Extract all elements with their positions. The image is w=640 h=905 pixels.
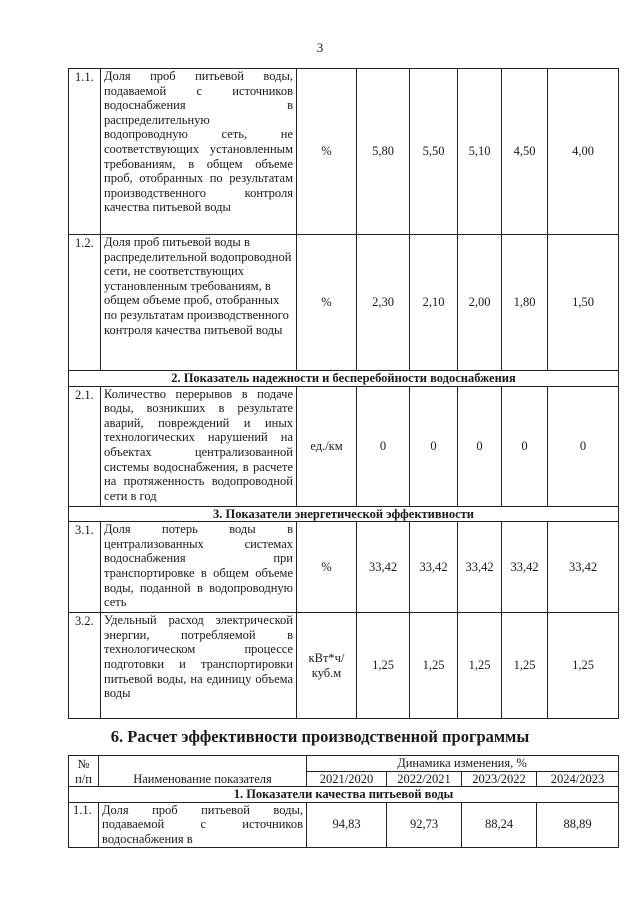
table-row bbox=[69, 802, 619, 847]
row-number: 3.2. bbox=[69, 613, 101, 719]
row-number: 1.1. bbox=[69, 802, 99, 847]
value-cell: 94,83 bbox=[307, 802, 387, 847]
table-header-row bbox=[69, 756, 619, 772]
unit-cell: % bbox=[297, 522, 357, 613]
section-heading: 6. Расчет эффективности производственной программы bbox=[110, 727, 530, 746]
table-row bbox=[69, 386, 619, 506]
value-cell: 1,80 bbox=[502, 235, 548, 371]
section-title: 3. Показатели энергетической эффективности bbox=[69, 506, 619, 522]
value-cell: 1,25 bbox=[458, 613, 502, 719]
value-cell: 5,80 bbox=[357, 69, 410, 235]
row-number: 1.1. bbox=[69, 69, 101, 235]
section-header-row bbox=[69, 506, 619, 522]
value-cell: 33,42 bbox=[357, 522, 410, 613]
value-cell: 1,25 bbox=[357, 613, 410, 719]
indicator-name: Количество перерывов в подаче воды, возникших в результате аварий, повреждений и иных технологических нарушений на объектах централизованной системы водоснабжения, в расчете на протяженность водопроводной сети в год bbox=[101, 386, 297, 506]
section-title: 2. Показатель надежности и бесперебойности водоснабжения bbox=[69, 371, 619, 387]
value-cell: 0 bbox=[548, 386, 619, 506]
header-year: 2024/2023 bbox=[537, 771, 619, 787]
value-cell: 92,73 bbox=[387, 802, 462, 847]
value-cell: 88,89 bbox=[537, 802, 619, 847]
section-header-row bbox=[69, 371, 619, 387]
header-year: 2021/2020 bbox=[307, 771, 387, 787]
indicator-name: Доля потерь воды в централизованных системах водоснабжения при транспортировке в общем объеме воды, поданной в водопроводную сеть bbox=[101, 522, 297, 613]
efficiency-table bbox=[68, 755, 619, 848]
value-cell: 33,42 bbox=[548, 522, 619, 613]
table-row bbox=[69, 235, 619, 371]
value-cell: 2,00 bbox=[458, 235, 502, 371]
unit-cell: % bbox=[297, 69, 357, 235]
value-cell: 4,50 bbox=[502, 69, 548, 235]
value-cell: 5,50 bbox=[410, 69, 458, 235]
value-cell: 1,50 bbox=[548, 235, 619, 371]
unit-cell: кВт*ч/ куб.м bbox=[297, 613, 357, 719]
value-cell: 1,25 bbox=[548, 613, 619, 719]
value-cell: 1,25 bbox=[502, 613, 548, 719]
value-cell: 0 bbox=[458, 386, 502, 506]
unit-cell: % bbox=[297, 235, 357, 371]
indicator-name: Удельный расход электрической энергии, потребляемой в технологическом процессе подготовки и транспортировки питьевой воды, на единицу объема воды bbox=[101, 613, 297, 719]
header-number: № п/п bbox=[69, 756, 99, 787]
table-row bbox=[69, 613, 619, 719]
page-number: 3 bbox=[316, 40, 324, 55]
indicators-table bbox=[68, 68, 619, 719]
header-name: Наименование показателя bbox=[99, 756, 307, 787]
value-cell: 2,10 bbox=[410, 235, 458, 371]
value-cell: 33,42 bbox=[458, 522, 502, 613]
value-cell: 4,00 bbox=[548, 69, 619, 235]
value-cell: 1,25 bbox=[410, 613, 458, 719]
value-cell: 2,30 bbox=[357, 235, 410, 371]
value-cell: 0 bbox=[502, 386, 548, 506]
table-row bbox=[69, 522, 619, 613]
value-cell: 88,24 bbox=[462, 802, 537, 847]
section-header-row bbox=[69, 787, 619, 803]
row-number: 1.2. bbox=[69, 235, 101, 371]
header-year: 2022/2021 bbox=[387, 771, 462, 787]
value-cell: 0 bbox=[410, 386, 458, 506]
header-year: 2023/2022 bbox=[462, 771, 537, 787]
value-cell: 33,42 bbox=[410, 522, 458, 613]
header-dynamics: Динамика изменения, % bbox=[307, 756, 619, 772]
row-number: 3.1. bbox=[69, 522, 101, 613]
row-number: 2.1. bbox=[69, 386, 101, 506]
indicator-name: Доля проб питьевой воды, подаваемой с источников водоснабжения в распределительную водопроводную сеть, не соответствующих установленным требованиям, в общем объеме проб, отобранных по результатам производственного контроля качества питьевой воды bbox=[101, 69, 297, 235]
table-row bbox=[69, 69, 619, 235]
indicator-name: Доля проб питьевой воды в распределительной водопроводной сети, не соответствующих установленным требованиям, в общем объеме проб, отобранных по результатам производственного контроля качества питьевой воды bbox=[101, 235, 297, 371]
value-cell: 0 bbox=[357, 386, 410, 506]
indicator-name: Доля проб питьевой воды, подаваемой с источников водоснабжения в bbox=[99, 802, 307, 847]
value-cell: 5,10 bbox=[458, 69, 502, 235]
value-cell: 33,42 bbox=[502, 522, 548, 613]
unit-cell: ед./км bbox=[297, 386, 357, 506]
section-title: 1. Показатели качества питьевой воды bbox=[69, 787, 619, 803]
